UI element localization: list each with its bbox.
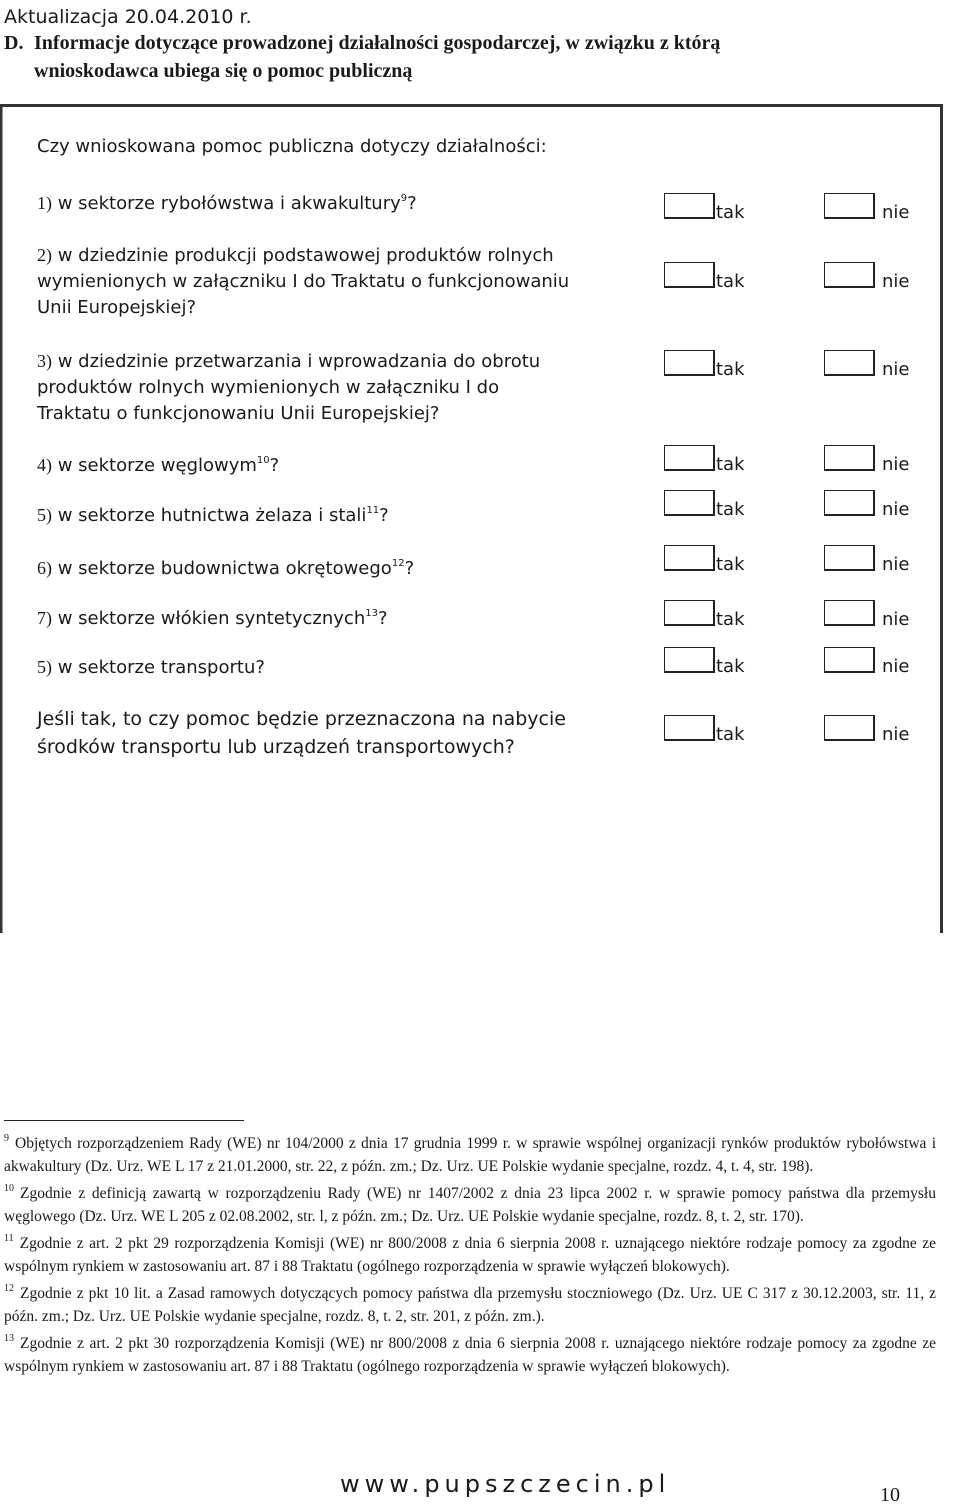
- answer-row-3: [664, 350, 924, 382]
- footnote-ref: 11: [366, 505, 380, 516]
- tak-label: tak: [716, 656, 745, 677]
- footnote-11: [4, 1228, 936, 1278]
- footnote-number: 9: [4, 1133, 9, 1144]
- tak-label: tak: [716, 454, 745, 475]
- question-3: [37, 348, 540, 427]
- question-7: 7) w sektorze włókien syntetycznych$^{13}$?: [37, 608, 388, 629]
- footnote-ref: 10: [256, 455, 270, 466]
- footnote-ref: 9: [400, 193, 408, 204]
- footnote-text: Zgodnie z pkt 10 lit. a Zasad ramowych dotyczących pomocy państwa dla przemysłu stoczniowego (Dz. Urz. UE C 317 z 30.12.2003, str. 11, z późn. zm.; Dz. Urz. UE Polskie wydanie specjalne, rozdz. 8, t. 2, str. 201, z późn. zm.).: [4, 1285, 936, 1325]
- question-text-line3: Unii Europejskiej?: [37, 297, 197, 318]
- question-number: 7): [37, 608, 52, 628]
- question-text: w sektorze budownictwa okrętowego: [57, 558, 392, 579]
- nie-label: nie: [882, 724, 910, 745]
- footnote-ref: 12: [391, 558, 405, 569]
- question-text: w sektorze węglowym: [57, 455, 257, 476]
- footnote-text: Zgodnie z art. 2 pkt 30 rozporządzenia Komisji (WE) nr 800/2008 z dnia 6 sierpnia 2008 r. uznającego niektóre rodzaje pomocy za zgodne ze wspólnym rynkiem w zastosowaniu art. 87 i 88 Traktatu (ogólnego rozporządzenia w sprawie wyłączeń blokowych).: [4, 1335, 936, 1375]
- nie-label: nie: [882, 609, 910, 630]
- nie-checkbox[interactable]: [824, 545, 875, 571]
- form-intro: Czy wnioskowana pomoc publiczna dotyczy działalności:: [37, 136, 547, 157]
- tak-checkbox[interactable]: [664, 545, 715, 571]
- tak-checkbox[interactable]: [664, 262, 715, 288]
- tak-label: tak: [716, 554, 745, 575]
- question-text: w dziedzinie produkcji podstawowej produktów rolnych: [57, 245, 554, 266]
- nie-checkbox[interactable]: [824, 647, 875, 673]
- nie-label: nie: [882, 454, 910, 475]
- question-number: 3): [37, 351, 52, 371]
- tak-checkbox[interactable]: [664, 490, 715, 516]
- footnote-text: Objętych rozporządzeniem Rady (WE) nr 104/2000 z dnia 17 grudnia 1999 r. w sprawie wspólnej organizacji rynków produktów rybołówstwa i akwakultury (Dz. Urz. WE L 17 z 21.01.2000, str. 22, z późn. zm.; Dz. Urz. UE Polskie wydanie specjalne, rozdz. 4, t. 4, str. 198).: [4, 1135, 936, 1175]
- nie-checkbox[interactable]: [824, 445, 875, 471]
- nie-label: nie: [882, 656, 910, 677]
- footnote-text: Zgodnie z art. 2 pkt 29 rozporządzenia Komisji (WE) nr 800/2008 z dnia 6 sierpnia 2008 r. uznającego niektóre rodzaje pomocy za zgodne ze wspólnym rynkiem w zastosowaniu art. 87 i 88 Traktatu (ogólnego rozporządzenia w sprawie wyłączeń blokowych).: [4, 1235, 936, 1275]
- tak-label: tak: [716, 202, 745, 223]
- nie-checkbox[interactable]: [824, 600, 875, 626]
- footnote-ref: 13: [365, 608, 378, 619]
- answer-row-7: [664, 600, 924, 632]
- tak-checkbox[interactable]: [664, 350, 715, 376]
- section-title-line2: wnioskodawca ubiega się o pomoc publiczną: [34, 60, 413, 82]
- footnote-13: [4, 1328, 936, 1378]
- nie-checkbox[interactable]: [824, 262, 875, 288]
- tak-label: tak: [716, 271, 745, 292]
- footnote-number: 10: [4, 1183, 14, 1194]
- footnote-text: Zgodnie z definicją zawartą w rozporządzeniu Rady (WE) nr 1407/2002 z dnia 23 lipca 2002 r. w sprawie pomocy państwa dla przemysłu węglowego (Dz. Urz. WE L 205 z 02.08.2002, str. l, z późn. zm.; Dz. Urz. UE Polskie wydanie specjalne, rozdz. 8, t. 2, str. 170).: [4, 1185, 936, 1225]
- answer-row-4: [664, 445, 924, 477]
- nie-label: nie: [882, 554, 910, 575]
- question-number: 5): [37, 505, 52, 525]
- footnote-10: [4, 1178, 936, 1228]
- question-text: Jeśli tak, to czy pomoc będzie przeznaczona na nabycie: [37, 708, 566, 730]
- footnote-12: [4, 1278, 936, 1328]
- question-text-line2: wymienionych w załączniku I do Traktatu o funkcjonowaniu: [37, 271, 570, 292]
- nie-checkbox[interactable]: [824, 490, 875, 516]
- tak-label: tak: [716, 499, 745, 520]
- tak-label: tak: [716, 609, 745, 630]
- question-number: 4): [37, 455, 52, 475]
- footnote-number: 12: [4, 1283, 14, 1294]
- answer-row-transport: [664, 647, 924, 679]
- section-heading: [4, 29, 904, 85]
- question-text-line2: produktów rolnych wymienionych w załączniku I do: [37, 377, 500, 398]
- nie-checkbox[interactable]: [824, 715, 875, 741]
- nie-checkbox[interactable]: [824, 350, 875, 376]
- tak-checkbox[interactable]: [664, 193, 715, 219]
- question-transport: [37, 654, 265, 681]
- website-footer: www.pupszczecin.pl: [340, 1470, 671, 1498]
- nie-label: nie: [882, 499, 910, 520]
- section-letter: D.: [4, 32, 24, 54]
- question-text-line3: Traktatu o funkcjonowaniu Unii Europejskiej?: [37, 403, 440, 424]
- question-text: w sektorze transportu?: [57, 657, 265, 678]
- question-number: 1): [37, 193, 52, 213]
- question-text: w sektorze hutnictwa żelaza i stali: [57, 505, 367, 526]
- question-number: 6): [37, 558, 52, 578]
- question-text: w dziedzinie przetwarzania i wprowadzania do obrotu: [57, 351, 541, 372]
- question-4: 4) w sektorze węglowym$^{10}$?: [37, 455, 280, 476]
- nie-label: nie: [882, 202, 910, 223]
- answer-row-2: [664, 262, 924, 294]
- nie-label: nie: [882, 271, 910, 292]
- tak-checkbox[interactable]: [664, 647, 715, 673]
- answer-row-transport-followup: [664, 715, 924, 747]
- footnotes: [4, 1128, 936, 1378]
- answer-row-1: [664, 193, 924, 225]
- answer-row-5: [664, 490, 924, 522]
- footnote-separator: [4, 1120, 244, 1121]
- nie-checkbox[interactable]: [824, 193, 875, 219]
- question-text-line2: środków transportu lub urządzeń transportowych?: [37, 736, 515, 758]
- question-2: [37, 242, 569, 321]
- question-6: 6) w sektorze budownictwa okrętowego$^{12}$?: [37, 558, 415, 579]
- nie-label: nie: [882, 359, 910, 380]
- page-number: 10: [880, 1484, 900, 1506]
- tak-label: tak: [716, 724, 745, 745]
- footnote-number: 11: [4, 1233, 14, 1244]
- tak-checkbox[interactable]: [664, 600, 715, 626]
- question-transport-followup: [37, 705, 566, 761]
- question-1: 1) w sektorze rybołówstwa i akwakultury$^9$?: [37, 193, 417, 214]
- section-title-line1: Informacje dotyczące prowadzonej działalności gospodarczej, w związku z którą: [34, 32, 721, 54]
- question-number: 5): [37, 657, 52, 677]
- tak-checkbox[interactable]: [664, 715, 715, 741]
- tak-label: tak: [716, 359, 745, 380]
- update-date: Aktualizacja 20.04.2010 r.: [4, 6, 252, 28]
- question-5: 5) w sektorze hutnictwa żelaza i stali$^{11}$?: [37, 505, 389, 526]
- question-number: 2): [37, 245, 52, 265]
- tak-checkbox[interactable]: [664, 445, 715, 471]
- question-text: w sektorze włókien syntetycznych: [57, 608, 366, 629]
- frame-shadow: [2, 107, 3, 933]
- question-text: w sektorze rybołówstwa i akwakultury: [57, 193, 401, 214]
- footnote-9: [4, 1128, 936, 1178]
- answer-row-6: [664, 545, 924, 577]
- footnote-number: 13: [4, 1333, 14, 1344]
